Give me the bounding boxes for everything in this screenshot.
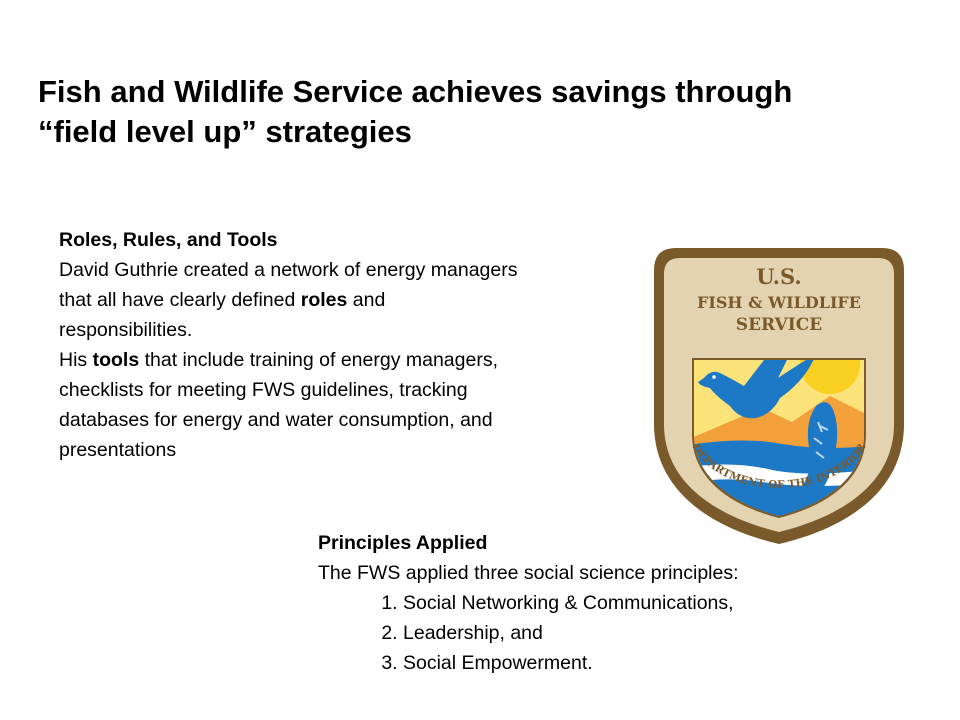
principles-list bbox=[318, 588, 878, 678]
roles-p2-text-a: His bbox=[59, 349, 93, 371]
principles-intro: The FWS applied three social science principles: bbox=[318, 562, 739, 584]
slide-title bbox=[38, 72, 918, 152]
principles-section bbox=[318, 528, 878, 678]
seal-line-2: FISH & WILDLIFE bbox=[697, 293, 861, 312]
roles-section bbox=[59, 225, 519, 465]
principles-heading: Principles Applied bbox=[318, 532, 488, 554]
title-line-1: Fish and Wildlife Service achieves savings through bbox=[38, 74, 793, 109]
seal-line-1: U.S. bbox=[756, 264, 802, 289]
roles-p1-text-a: David Guthrie created a network of energy managers that all have clearly defined bbox=[59, 259, 518, 311]
list-item: 2. Leadership, and bbox=[403, 618, 878, 648]
tools-keyword: tools bbox=[92, 349, 140, 371]
fws-seal-logo bbox=[652, 246, 906, 546]
roles-p1-text-b: and responsibilities. bbox=[59, 289, 386, 341]
roles-p2-text-b: that include training of energy managers, checklists for meeting FWS guidelines, tracking databases for energy and water consumption, and presentations bbox=[59, 349, 498, 461]
list-item: 3. Social Empowerment. bbox=[403, 648, 878, 678]
title-line-2: “field level up” strategies bbox=[38, 114, 412, 149]
roles-keyword: roles bbox=[300, 289, 348, 311]
seal-ring-text: DEPARTMENT OF THE INTERIOR bbox=[689, 441, 869, 492]
seal-line-3: SERVICE bbox=[735, 315, 823, 335]
roles-heading: Roles, Rules, and Tools bbox=[59, 229, 278, 251]
roles-paragraph-2 bbox=[59, 345, 519, 465]
list-item: 1. Social Networking & Communications, bbox=[403, 588, 878, 618]
roles-paragraph-1 bbox=[59, 255, 519, 345]
